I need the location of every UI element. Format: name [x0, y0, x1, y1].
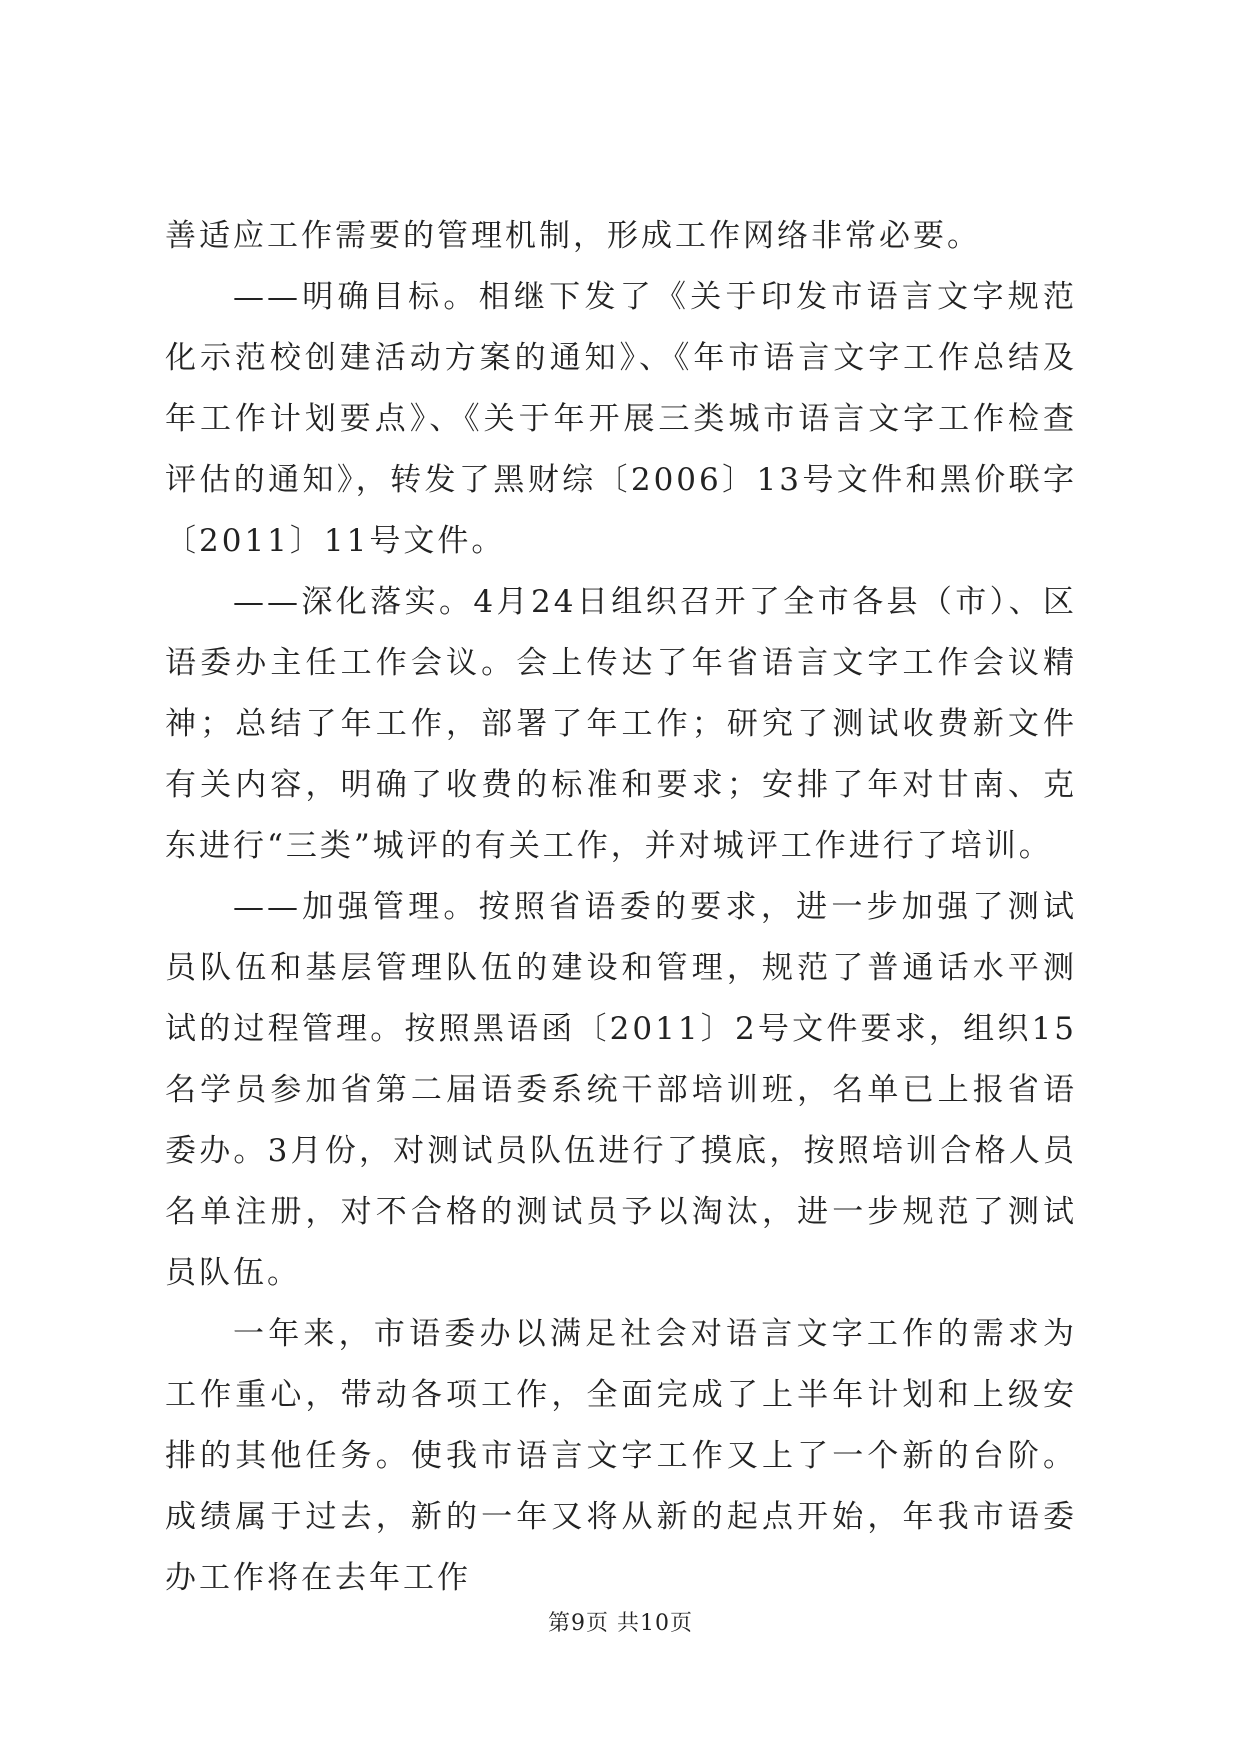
paragraph-strengthen-management: ——加强管理。按照省语委的要求，进一步加强了测试员队伍和基层管理队伍的建设和管理，规范了普通话水平测试的过程管理。按照黑语函〔2011〕2号文件要求，组织15名学员参加省第二届语委系统干部培训班，名单已上报省语委办。3月份，对测试员队伍进行了摸底，按照培训合格人员名单注册，对不合格的测试员予以淘汰，进一步规范了测试员队伍。 [165, 889, 1077, 1291]
paragraph-continuation: 善适应工作需要的管理机制，形成工作网络非常必要。 [165, 218, 981, 254]
paragraph-deepen-implementation: ——深化落实。4月24日组织召开了全市各县（市）、区语委办主任工作会议。会上传达了年省语言文字工作会议精神；总结了年工作，部署了年工作；研究了测试收费新文件有关内容，明确了收费的标准和要求；安排了年对甘南、克东进行“三类”城评的有关工作，并对城评工作进行了培训。 [165, 584, 1077, 864]
paragraph-year-summary: 一年来，市语委办以满足社会对语言文字工作的需求为工作重心，带动各项工作，全面完成了上半年计划和上级安排的其他任务。使我市语言文字工作又上了一个新的台阶。成绩属于过去，新的一年又将从新的起点开始，年我市语委办工作将在去年工作 [165, 1316, 1077, 1596]
page-footer: 第9页 共10页 [548, 1611, 693, 1636]
paragraph-clear-goals: ——明确目标。相继下发了《关于印发市语言文字规范化示范校创建活动方案的通知》、《年市语言文字工作总结及年工作计划要点》、《关于年开展三类城市语言文字工作检查评估的通知》，转发了黑财综〔2006〕13号文件和黑价联字〔2011〕11号文件。 [165, 279, 1077, 559]
document-body [165, 206, 1077, 1609]
